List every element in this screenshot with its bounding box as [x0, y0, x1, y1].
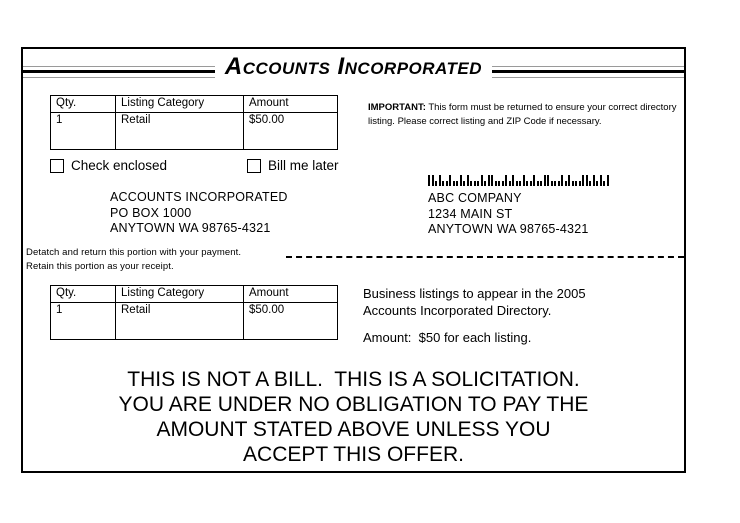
barcode-bar: [509, 181, 511, 186]
check-enclosed-option[interactable]: [50, 158, 167, 173]
barcode-bar: [481, 175, 483, 186]
barcode-bar: [463, 181, 465, 186]
barcode-bar: [561, 175, 563, 186]
disclaimer-line: THIS IS NOT A BILL. THIS IS A SOLICITATION.: [127, 368, 580, 391]
important-text: This form must be returned to ensure your correct directory listing. Please correct listing and ZIP Code if necessary.: [368, 102, 677, 127]
remit-address-line: PO BOX 1000: [110, 205, 192, 220]
barcode-bar: [477, 181, 479, 186]
barcode-bar: [512, 175, 514, 186]
column-header-amount: Amount: [244, 286, 338, 303]
barcode-bar: [603, 181, 605, 186]
payment-listing-table: [50, 95, 338, 150]
perforation-dashed-line: [286, 256, 684, 258]
bill-me-later-label: Bill me later: [268, 158, 339, 173]
barcode-bar: [456, 181, 458, 186]
column-header-qty: Qty.: [51, 96, 116, 113]
description-line: Accounts Incorporated Directory.: [363, 302, 552, 318]
barcode-bar: [547, 175, 549, 186]
barcode-bar: [607, 175, 609, 186]
barcode-bar: [575, 181, 577, 186]
barcode-bar: [432, 175, 434, 186]
check-enclosed-label: Check enclosed: [71, 158, 168, 173]
barcode-bar: [491, 175, 493, 186]
recipient-address-line: ABC COMPANY: [428, 191, 522, 205]
remit-address: [110, 190, 288, 237]
barcode-bar: [470, 181, 472, 186]
cell-amount: $50.00: [244, 113, 338, 150]
postnet-barcode: [428, 175, 610, 186]
barcode-bar: [474, 181, 476, 186]
header: [23, 53, 684, 81]
barcode-bar: [449, 175, 451, 186]
disclaimer-line: ACCEPT THIS OFFER.: [243, 443, 464, 466]
barcode-bar: [446, 181, 448, 186]
barcode-bar: [551, 181, 553, 186]
barcode-bar: [453, 181, 455, 186]
column-header-category: Listing Category: [116, 96, 244, 113]
barcode-bar: [565, 181, 567, 186]
cell-qty: 1: [51, 303, 116, 340]
retain-note: Retain this portion as your receipt.: [26, 261, 174, 272]
business-listing-description: [363, 286, 586, 319]
recipient-address: [428, 191, 589, 238]
barcode-bar: [579, 181, 581, 186]
receipt-listing-table: [50, 285, 338, 340]
barcode-bar: [526, 181, 528, 186]
barcode-bar: [467, 175, 469, 186]
barcode-bar: [502, 181, 504, 186]
solicitation-disclaimer: [23, 367, 684, 467]
barcode-bar: [540, 181, 542, 186]
bill-me-later-checkbox[interactable]: [247, 159, 261, 173]
barcode-bar: [460, 175, 462, 186]
barcode-bar: [428, 175, 430, 186]
column-header-qty: Qty.: [51, 286, 116, 303]
disclaimer-line: AMOUNT STATED ABOVE UNLESS YOU: [156, 418, 551, 441]
barcode-bar: [537, 181, 539, 186]
bill-me-later-option[interactable]: [247, 158, 339, 173]
barcode-bar: [516, 181, 518, 186]
form-border: [21, 47, 686, 473]
check-enclosed-checkbox[interactable]: [50, 159, 64, 173]
table-row: [51, 303, 338, 340]
column-header-amount: Amount: [244, 96, 338, 113]
recipient-address-line: 1234 MAIN ST: [428, 206, 513, 221]
barcode-bar: [600, 175, 602, 186]
barcode-bar: [572, 181, 574, 186]
detach-note: Detatch and return this portion with your payment.: [26, 247, 242, 258]
barcode-bar: [554, 181, 556, 186]
barcode-bar: [498, 181, 500, 186]
barcode-bar: [523, 175, 525, 186]
cell-category: Retail: [116, 113, 244, 150]
barcode-bar: [488, 175, 490, 186]
barcode-bar: [586, 175, 588, 186]
barcode-bar: [533, 175, 535, 186]
cell-qty: 1: [51, 113, 116, 150]
disclaimer-line: YOU ARE UNDER NO OBLIGATION TO PAY THE: [118, 393, 589, 416]
barcode-bar: [484, 181, 486, 186]
remit-address-line: ACCOUNTS INCORPORATED: [110, 190, 288, 204]
barcode-bar: [582, 175, 584, 186]
table-row: [51, 113, 338, 150]
barcode-bar: [519, 181, 521, 186]
important-label: IMPORTANT:: [368, 102, 426, 113]
barcode-bar: [439, 175, 441, 186]
page-title: Accounts Incorporated: [215, 53, 492, 81]
barcode-bar: [558, 181, 560, 186]
barcode-bar: [435, 181, 437, 186]
cell-category: Retail: [116, 303, 244, 340]
important-notice: [368, 101, 693, 128]
barcode-bar: [568, 175, 570, 186]
remit-address-line: ANYTOWN WA 98765-4321: [110, 221, 271, 235]
description-line: Business listings to appear in the 2005: [363, 286, 586, 301]
barcode-bar: [544, 175, 546, 186]
barcode-bar: [495, 181, 497, 186]
barcode-bar: [530, 181, 532, 186]
amount-note: Amount: $50 for each listing.: [363, 330, 532, 345]
barcode-bar: [505, 175, 507, 186]
barcode-bar: [442, 181, 444, 186]
barcode-bar: [596, 181, 598, 186]
barcode-bar: [593, 175, 595, 186]
cell-amount: $50.00: [244, 303, 338, 340]
column-header-category: Listing Category: [116, 286, 244, 303]
barcode-bar: [589, 181, 591, 186]
recipient-address-line: ANYTOWN WA 98765-4321: [428, 222, 589, 236]
